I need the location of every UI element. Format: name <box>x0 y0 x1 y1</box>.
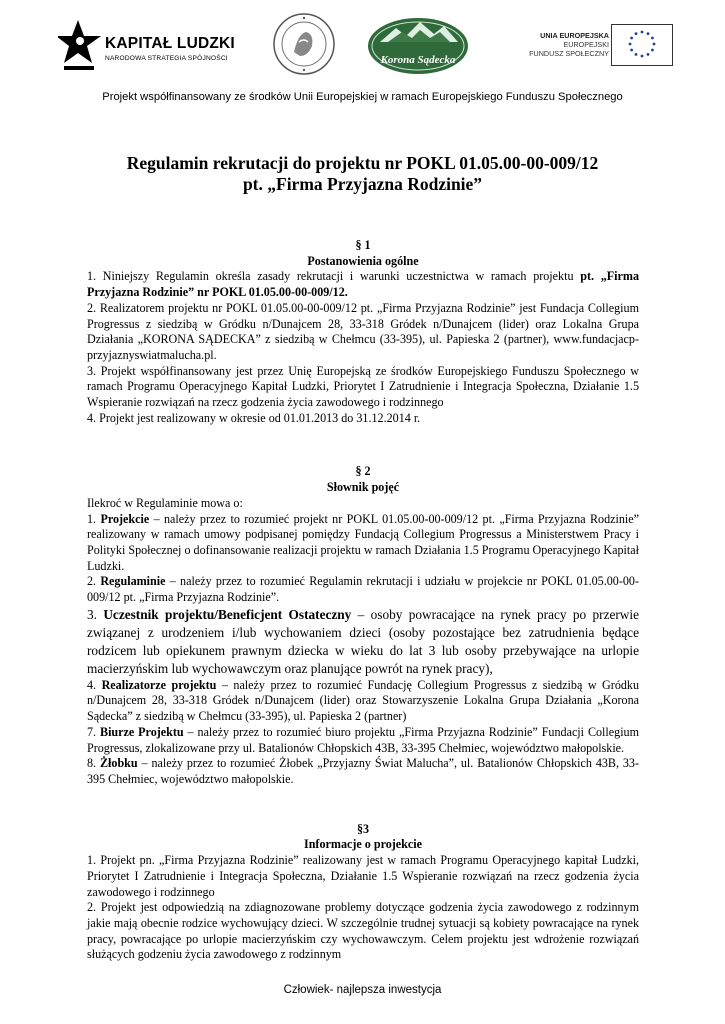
s1-p1-bold: pt. „Firma Przyjazna Rodzinie” nr POKL 01.05.00-00-009/12. <box>87 269 639 300</box>
title-line-1: Regulamin rekrutacji do projektu nr POKL 01.05.00-00-009/12 <box>126 153 599 173</box>
eu-line-2: EUROPEJSKI <box>563 40 609 49</box>
definition-item <box>87 574 639 605</box>
definition-text: – należy przez to rozumieć Regulamin rekrutacji i udziału w projekcie nr POKL 01.05.00-00-009/12 pt. „Firma Przyjazna Rodzinie”. <box>87 574 639 605</box>
s1-p1-text: 1. Niniejszy Regulamin określa zasady rekrutacji i warunki uczestnictwa w ramach projektu <box>87 269 574 284</box>
kapital-ludzki-logo <box>58 18 233 74</box>
document-title <box>0 153 725 195</box>
section-3-heading: Informacje o projekcie <box>304 837 422 852</box>
header-logos <box>0 12 725 80</box>
eu-fund-text <box>505 31 609 58</box>
definition-number: 7. <box>87 724 100 739</box>
section-1-heading: Postanowienia ogólne <box>307 253 419 268</box>
korona-sadecka-logo <box>366 16 470 76</box>
section-3-paragraph-2: 2. Projekt jest odpowiedzią na zdiagnozowane problemy dotyczące godzenia życia zawodowego z rodzinnym jakie mają obecnie rodzice wychowujący dzieci. W szczególnie trudnej sytuacji są kobiety powracające na rynek pracy, powracające po urlopie macierzyńskim czy wychowawczym. Celem projektu jest wdrożenie rozwiązań służących godzeniu życia zawodowego z rodzinnym <box>87 900 639 962</box>
definition-item <box>87 678 639 725</box>
cofunding-note: Projekt współfinansowany ze środków Unii Europejskiej w ramach Europejskiego Funduszu Społecznego <box>102 91 623 103</box>
definition-number: 3. <box>87 606 104 622</box>
section-1-paragraph-3: 3. Projekt współfinansowany jest przez Unię Europejską ze środków Europejskiego Funduszu Społecznego w ramach Programu Operacyjnego Kapitał Ludzki, Priorytet I Zatrudnienie i Integracja Społeczna, Działanie 1.5 Wspieranie rozwiązań na rzecz godzenia życia zawodowego i rodzinnego <box>87 363 639 410</box>
definition-term: Realizatorze projektu <box>101 677 217 692</box>
definition-text: – należy przez to rozumieć Żłobek „Przyjazny Świat Malucha”, ul. Batalionów Chłopskich 43B, 33-395 Chełmiec, województwo małopolskie. <box>87 756 640 786</box>
eu-flag-icon <box>611 24 673 66</box>
definition-term: Biurze Projektu <box>100 724 184 739</box>
title-line-2: pt. „Firma Przyjazna Rodzinie” <box>242 174 483 194</box>
kapital-ludzki-subtitle: NARODOWA STRATEGIA SPÓJNOŚCI <box>105 55 228 62</box>
definition-item <box>87 512 639 575</box>
kapital-ludzki-title: KAPITAŁ LUDZKI <box>105 35 235 52</box>
definition-item <box>87 725 639 756</box>
section-1-paragraph-4: 4. Projekt jest realizowany w okresie od 01.01.2013 do 31.12.2014 r. <box>87 410 421 425</box>
definition-text: – należy przez to rozumieć Fundację Collegium Progressus z siedzibą w Gródku n/Dunajcem 28, 33-318 Gródek n/Dunajcem (lider) oraz Stowarzyszenie Lokalna Grupa Działania „Korona Sądecka” z siedzibą w Chełmcu (33-395), ul. Papieska 2 (partner) <box>87 677 640 724</box>
definition-number: 4. <box>87 677 102 692</box>
section-1-paragraph-1 <box>87 269 639 300</box>
section-2-number: § 2 <box>355 464 371 479</box>
footer-slogan: Człowiek- najlepsza inwestycja <box>283 984 442 996</box>
definition-term: Regulaminie <box>100 574 166 589</box>
kapital-ludzki-star-icon <box>58 18 102 74</box>
definition-term: Projekcie <box>100 511 150 526</box>
definition-item <box>87 606 639 678</box>
definition-item <box>87 756 639 787</box>
definition-text: – osoby powracające na rynek pracy po przerwie związanej z urodzeniem i/lub wychowaniem dzieci (osoby pozostające bez zatrudnienia będące rodzicem lub opiekunem prawnym dziecka w wieku do lat 3 lub osoby przebywające na urlopie macierzyńskim lub wychowawczym oraz planujące powrót na rynek pracy), <box>87 606 640 676</box>
definition-term: Żłobku <box>99 756 138 771</box>
definition-term: Uczestnik projektu/Beneficjent Ostateczny <box>103 606 352 622</box>
eu-line-3: FUNDUSZ SPOŁECZNY <box>529 49 609 58</box>
section-3-number: §3 <box>356 821 370 836</box>
definition-text: – należy przez to rozumieć biuro projektu „Firma Przyjazna Rodzinie” Fundacji Collegium Progressus, zlokalizowane przy ul. Batalionów Chłopskich 43B, 33-395 Chełmiec, województwo małopolskie. <box>87 724 640 755</box>
eu-line-1: UNIA EUROPEJSKA <box>540 31 609 40</box>
section-2-intro: Ilekroć w Regulaminie mowa o: <box>87 495 243 510</box>
section-1-number: § 1 <box>355 238 371 252</box>
section-1-paragraph-2: 2. Realizatorem projektu nr POKL 01.05.00-00-009/12 pt. „Firma Przyjazna Rodzinie” jest Fundacja Collegium Progressus z siedzibą w Gródku n/Dunajcem 28, 33-318 Gródek n/Dunajcem (lider) oraz Lokalna Grupa Działania „KORONA SĄDECKA” z siedzibą w Chełmcu (33-395), ul. Papieska 2 (partner), www.fundacjacp-przyjaznyswiatmalucha.pl. <box>87 300 639 362</box>
section-3-paragraph-1: 1. Projekt pn. „Firma Przyjazna Rodzinie” realizowany jest w ramach Programu Operacyjnego kapitał Ludzki, Priorytet I Zatrudnienie i Integracja Społeczna, Działanie 1.5 Wspieranie rozwiązań na rzecz godzenia życia zawodowego i rodzinnego <box>87 853 639 899</box>
korona-logo-text: Korona Sądecka <box>380 54 456 66</box>
definition-number: 1. <box>87 511 101 526</box>
section-2-heading: Słownik pojęć <box>326 480 400 495</box>
definition-number: 8. <box>87 756 100 771</box>
foundation-seal-logo <box>272 12 336 76</box>
definition-number: 2. <box>87 574 101 589</box>
document-body <box>87 238 639 963</box>
korona-sadecka-emblem-icon <box>366 16 470 76</box>
definition-text: – należy przez to rozumieć projekt nr POKL 01.05.00-00-009/12 pt. „Firma Przyjazna Rodzinie” realizowany w ramach umowy podpisanej pomiędzy Fundacją Collegium Progressus a Ministerstwem Pracy i Polityki Społecznej o dofinansowanie realizacji projektu w ramach Działania 1.5 Programu Operacyjnego Kapitał Ludzki. <box>87 511 640 573</box>
